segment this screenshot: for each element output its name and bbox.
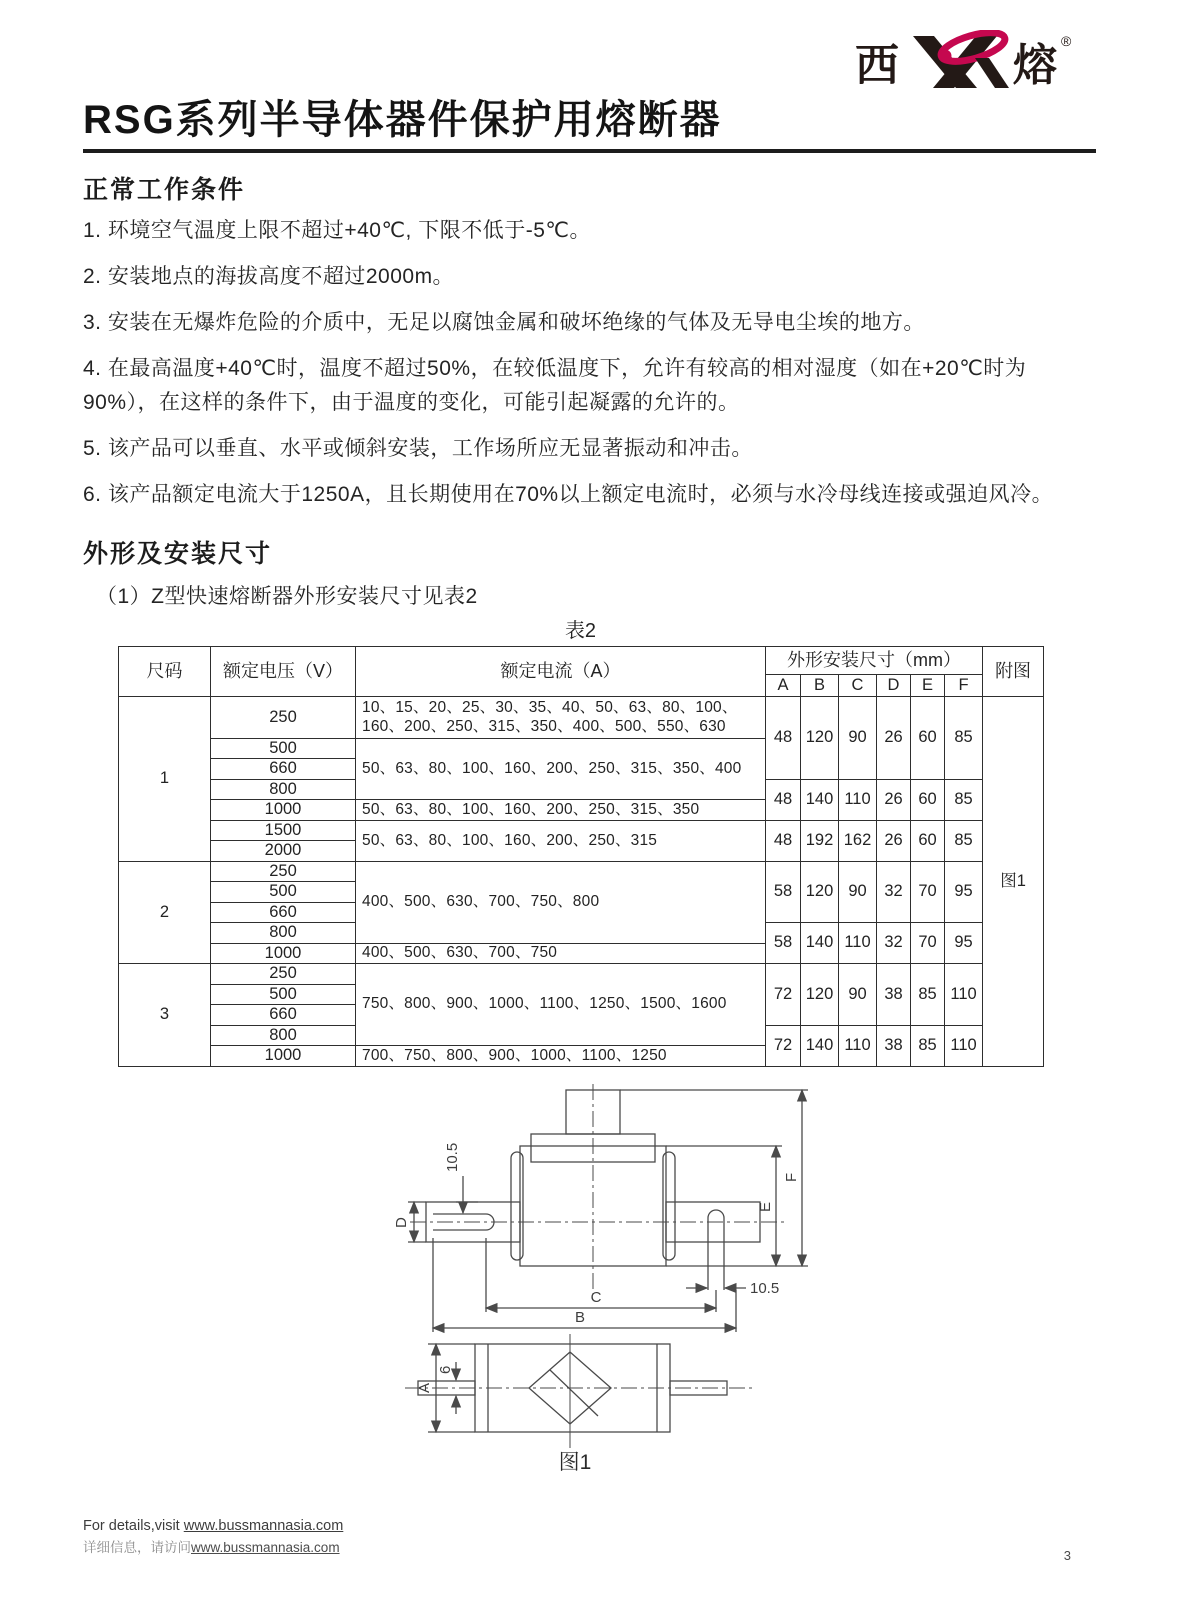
dim-cell: 110 <box>839 1025 877 1066</box>
dim-cell: 85 <box>911 964 945 1025</box>
dimensions-note: （1）Z型快速熔断器外形安装尺寸见表2 <box>96 585 478 608</box>
dim-cell: 70 <box>911 861 945 922</box>
voltage-cell: 1000 <box>211 943 356 963</box>
col-header-D: D <box>877 675 911 697</box>
current-cell: 700、750、800、900、1000、1100、1250 <box>356 1046 766 1066</box>
dim-cell: 38 <box>877 1025 911 1066</box>
col-header-B: B <box>801 675 839 697</box>
page-footer <box>83 1518 343 1556</box>
dim-cell: 140 <box>801 923 839 964</box>
dim-cell: 110 <box>839 923 877 964</box>
voltage-cell: 660 <box>211 902 356 922</box>
voltage-cell: 800 <box>211 1025 356 1045</box>
dim-cell: 110 <box>945 1025 983 1066</box>
dim-cell: 120 <box>801 861 839 922</box>
dim-cell: 85 <box>945 697 983 780</box>
footer-cn-text: 详细信息，请访问 <box>83 1540 191 1555</box>
table-header-row <box>119 647 1044 675</box>
dim-label-slot-top: 10.5 <box>444 1142 461 1172</box>
dim-cell: 58 <box>766 861 801 922</box>
col-header-current: 额定电流（A） <box>356 647 766 697</box>
xr-monogram-icon <box>913 30 1009 88</box>
dim-cell: 110 <box>839 779 877 820</box>
col-header-C: C <box>839 675 877 697</box>
voltage-cell: 500 <box>211 739 356 759</box>
dim-cell: 32 <box>877 861 911 922</box>
dimension-spec-table <box>118 646 1044 1067</box>
voltage-cell: 2000 <box>211 841 356 861</box>
table-row <box>119 697 1044 739</box>
voltage-cell: 800 <box>211 923 356 943</box>
table-row <box>119 964 1044 984</box>
footer-cn-link[interactable]: www.bussmannasia.com <box>191 1540 340 1555</box>
dim-cell: 72 <box>766 1025 801 1066</box>
col-header-F: F <box>945 675 983 697</box>
current-cell: 400、500、630、700、750 <box>356 943 766 963</box>
size-cell: 1 <box>119 697 211 862</box>
dim-cell: 120 <box>801 697 839 780</box>
condition-item: 6. 该产品额定电流大于1250A，且长期使用在70%以上额定电流时，必须与水冷母线连接或强迫风冷。 <box>83 483 1054 507</box>
table-row <box>119 861 1044 881</box>
dim-cell: 32 <box>877 923 911 964</box>
voltage-cell: 1000 <box>211 1046 356 1066</box>
dim-cell: 95 <box>945 923 983 964</box>
dim-cell: 85 <box>945 820 983 861</box>
condition-item: 2. 安装地点的海拔高度不超过2000m。 <box>83 265 455 289</box>
footer-en-text: For details,visit <box>83 1518 184 1534</box>
col-header-A: A <box>766 675 801 697</box>
dim-cell: 60 <box>911 697 945 780</box>
dim-cell: 192 <box>801 820 839 861</box>
dim-cell: 48 <box>766 820 801 861</box>
dim-cell: 162 <box>839 820 877 861</box>
dim-label-f: F <box>783 1172 800 1182</box>
current-cell: 50、63、80、100、160、200、250、315、350 <box>356 800 766 820</box>
dim-cell: 72 <box>766 964 801 1025</box>
dim-label-thickness: 6 <box>437 1365 454 1374</box>
dim-cell: 26 <box>877 820 911 861</box>
dim-label-c: C <box>590 1289 602 1306</box>
col-header-voltage: 额定电压（V） <box>211 647 356 697</box>
col-header-dims-group: 外形安装尺寸（mm） <box>766 647 983 675</box>
col-header-E: E <box>911 675 945 697</box>
current-cell: 50、63、80、100、160、200、250、315 <box>356 820 766 861</box>
figure-ref-cell: 图1 <box>983 697 1044 1067</box>
col-header-size: 尺码 <box>119 647 211 697</box>
dim-label-d: D <box>393 1217 410 1228</box>
logo-prefix-text: 西 <box>855 41 899 90</box>
dim-cell: 90 <box>839 861 877 922</box>
title-divider <box>83 149 1096 153</box>
dim-cell: 140 <box>801 1025 839 1066</box>
dim-cell: 58 <box>766 923 801 964</box>
current-cell: 10、15、20、25、30、35、40、50、63、80、100、160、200、250、315、350、400、500、550、630 <box>356 697 766 739</box>
dim-cell: 95 <box>945 861 983 922</box>
page-title: RSG系列半导体器件保护用熔断器 <box>83 98 722 142</box>
dim-label-a: A <box>416 1382 433 1393</box>
condition-item: 1. 环境空气温度上限不超过+40℃, 下限不低于-5℃。 <box>83 219 591 242</box>
dim-cell: 70 <box>911 923 945 964</box>
condition-item: 5. 该产品可以垂直、水平或倾斜安装，工作场所应无显著振动和冲击。 <box>83 437 753 461</box>
current-cell: 400、500、630、700、750、800 <box>356 861 766 943</box>
voltage-cell: 660 <box>211 1005 356 1025</box>
current-cell: 750、800、900、1000、1100、1250、1500、1600 <box>356 964 766 1046</box>
footer-en-link[interactable]: www.bussmannasia.com <box>183 1518 344 1534</box>
dim-cell: 90 <box>839 697 877 780</box>
dim-label-slot-right: 10.5 <box>750 1280 780 1297</box>
voltage-cell: 1000 <box>211 800 356 820</box>
conditions-heading: 正常工作条件 <box>83 176 246 204</box>
dim-cell: 110 <box>945 964 983 1025</box>
col-header-figure: 附图 <box>983 647 1044 697</box>
dim-cell: 140 <box>801 779 839 820</box>
dim-cell: 85 <box>945 779 983 820</box>
dim-cell: 60 <box>911 779 945 820</box>
size-cell: 3 <box>119 964 211 1066</box>
dim-cell: 38 <box>877 964 911 1025</box>
dim-label-e: E <box>757 1201 774 1212</box>
figure-caption: 图1 <box>558 1451 592 1474</box>
dim-cell: 48 <box>766 779 801 820</box>
table-caption: 表2 <box>564 620 597 642</box>
dim-cell: 90 <box>839 964 877 1025</box>
dim-cell: 48 <box>766 697 801 780</box>
size-cell: 2 <box>119 861 211 963</box>
dim-cell: 60 <box>911 820 945 861</box>
logo-suffix-text: 熔 <box>1013 41 1057 90</box>
dim-cell: 85 <box>911 1025 945 1066</box>
dimensions-heading: 外形及安装尺寸 <box>83 540 273 568</box>
page-number: 3 <box>1063 1548 1071 1563</box>
voltage-cell: 660 <box>211 759 356 779</box>
voltage-cell: 800 <box>211 779 356 799</box>
voltage-cell: 1500 <box>211 820 356 840</box>
condition-item: 3. 安装在无爆炸危险的介质中，无足以腐蚀金属和破坏绝缘的气体及无导电尘埃的地方。 <box>83 311 925 335</box>
fuse-top-view-drawing <box>400 1332 760 1461</box>
table-row <box>119 820 1044 840</box>
registered-mark-icon: ® <box>1061 33 1072 49</box>
fuse-front-view-drawing <box>368 1082 828 1341</box>
dim-cell: 26 <box>877 779 911 820</box>
conditions-list <box>83 214 1099 524</box>
voltage-cell: 250 <box>211 964 356 984</box>
dim-cell: 26 <box>877 697 911 780</box>
current-cell: 50、63、80、100、160、200、250、315、350、400 <box>356 739 766 800</box>
voltage-cell: 250 <box>211 697 356 739</box>
condition-item: 4. 在最高温度+40℃时，温度不超过50%，在较低温度下，允许有较高的相对湿度（如在+20℃时为90%），在这样的条件下，由于温度的变化，可能引起凝露的允许的。 <box>83 357 1027 415</box>
voltage-cell: 500 <box>211 984 356 1004</box>
dim-cell: 120 <box>801 964 839 1025</box>
voltage-cell: 500 <box>211 882 356 902</box>
dim-label-b: B <box>574 1309 586 1326</box>
voltage-cell: 250 <box>211 861 356 881</box>
